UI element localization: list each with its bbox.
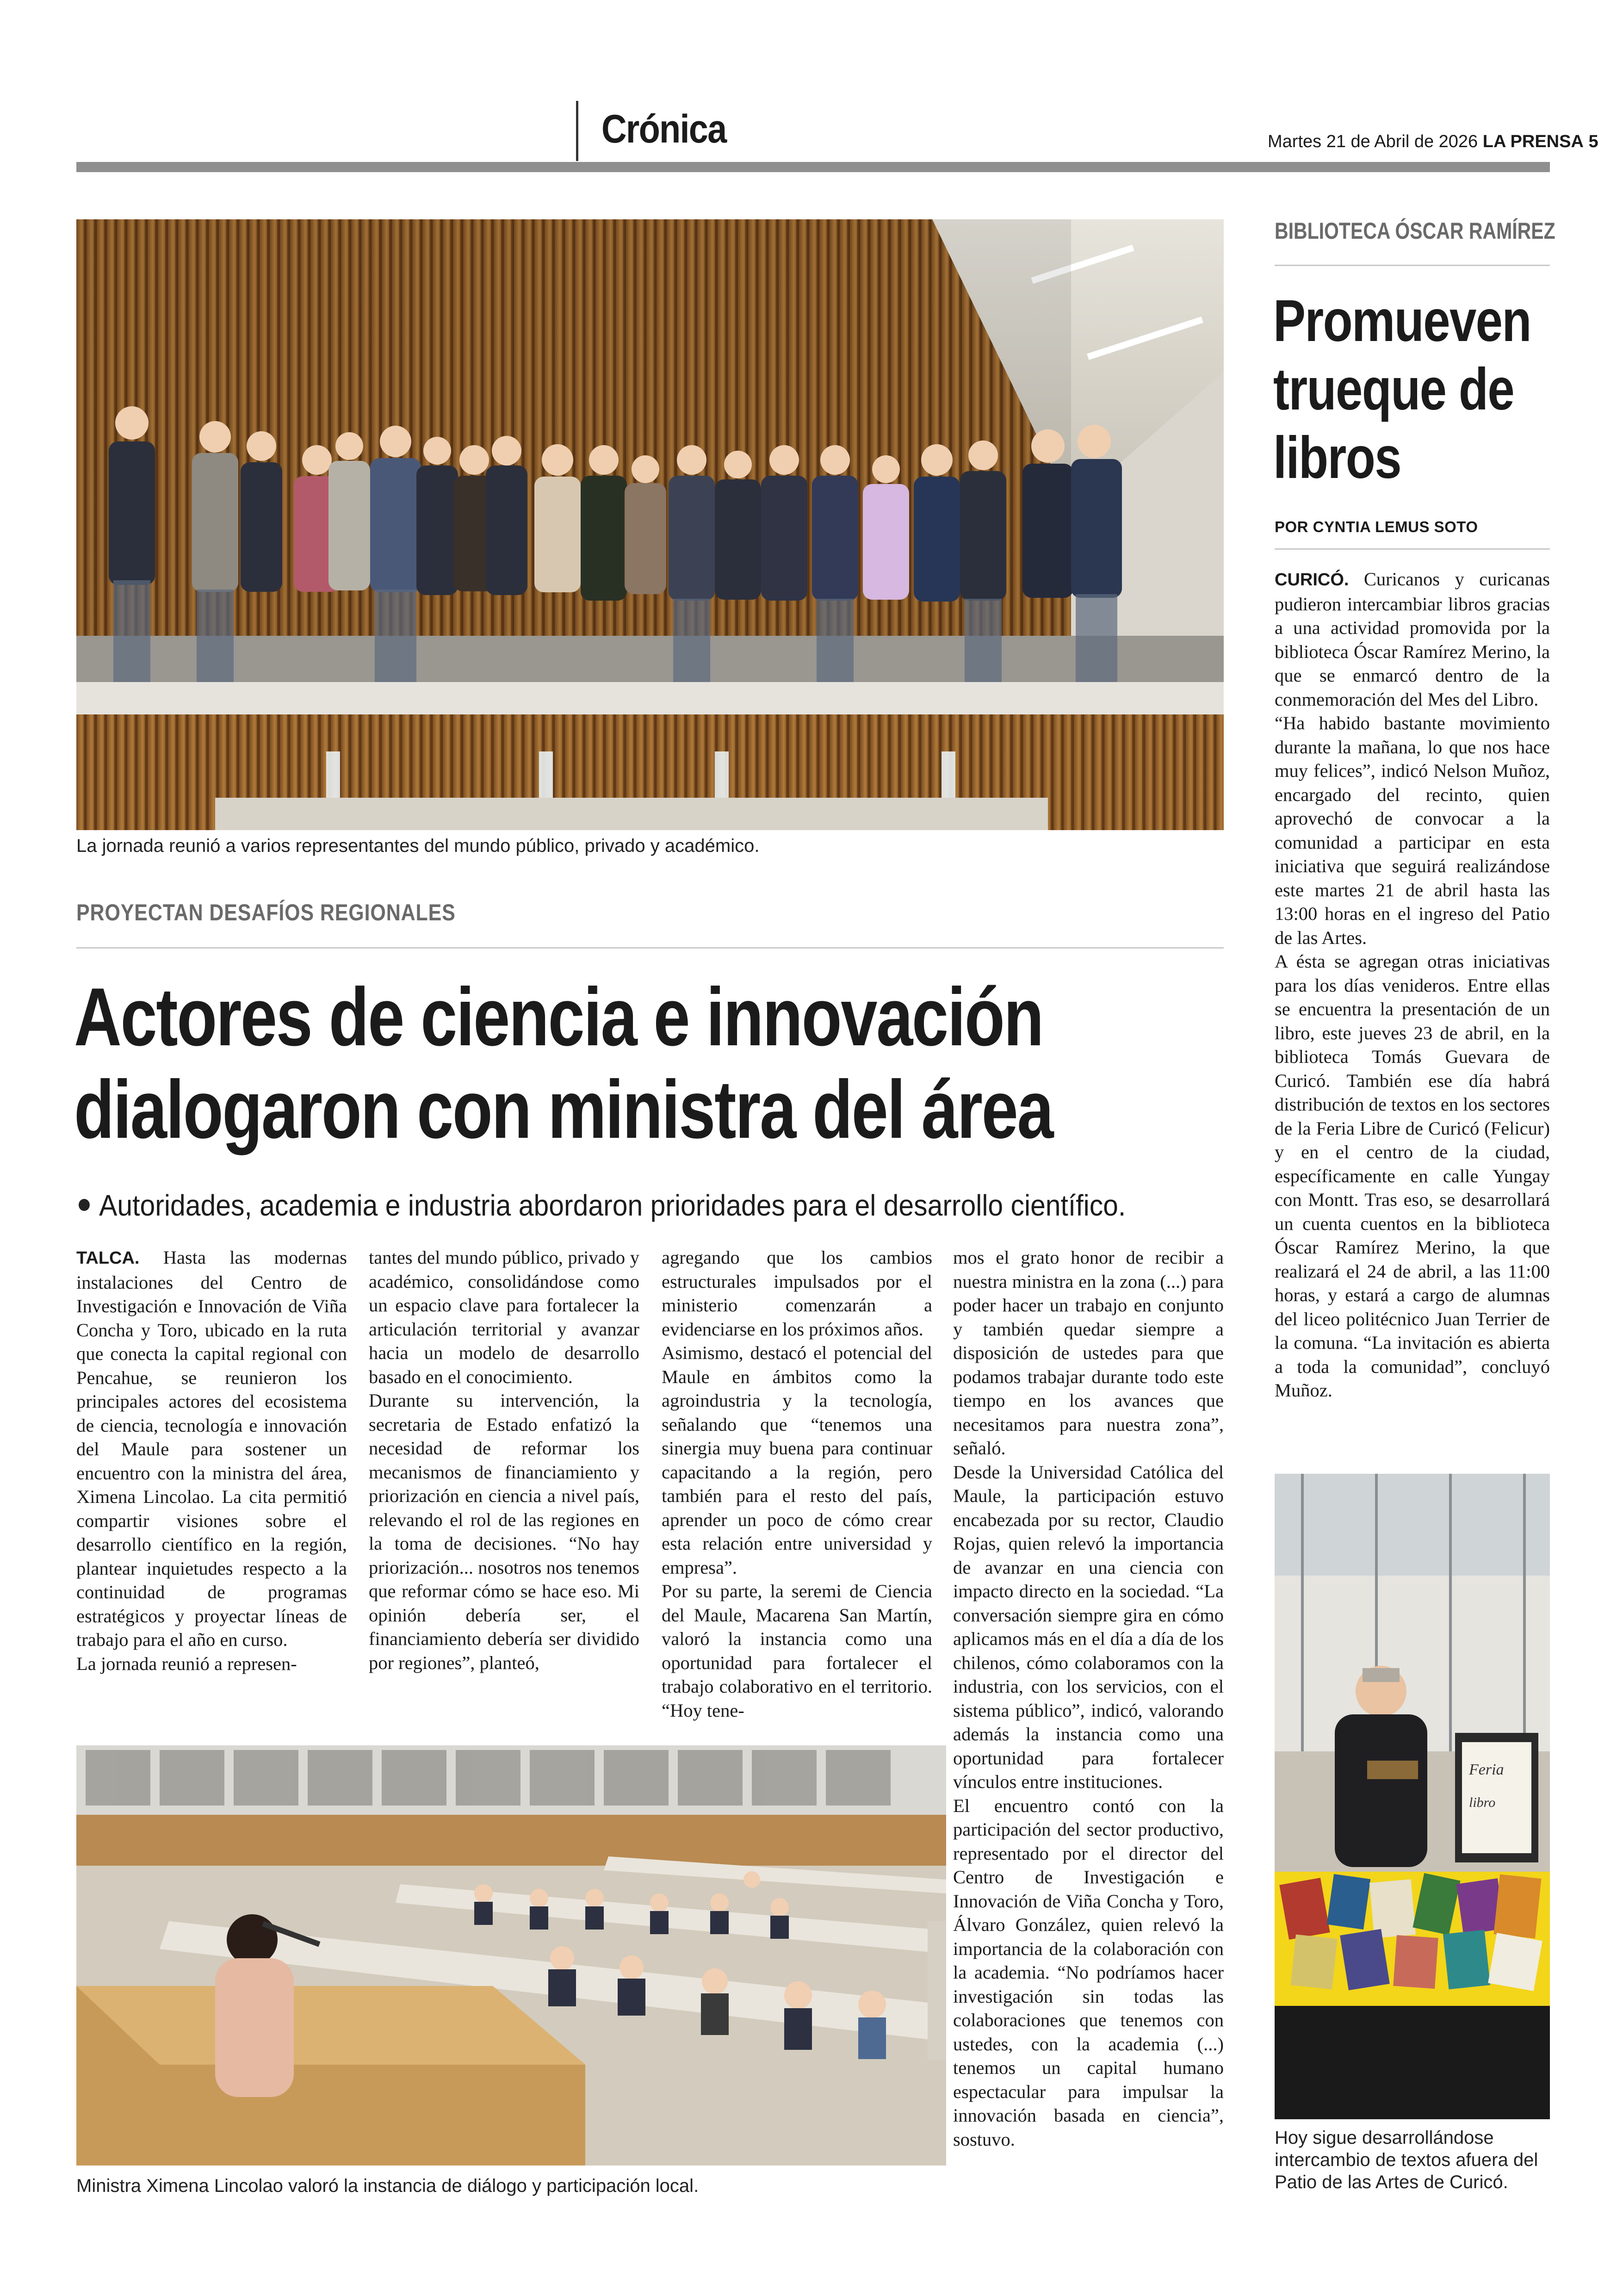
article-column-3 [662, 1246, 932, 1722]
column-3-paragraph-3: Por su parte, la seremi de Ciencia del Maule, Macarena San Martín, valoró la instancia como una oportunidad para fortalecer el trabajo colaborativo en el territorio. “Hoy tene- [662, 1581, 932, 1721]
side-kicker-rule [1275, 265, 1550, 266]
group-photo-caption: La jornada reunió a varios representantes del mundo público, privado y académico. [76, 836, 760, 856]
book-exchange-photo [1275, 1474, 1550, 2119]
svg-text:Feria: Feria [1469, 1761, 1504, 1778]
newspaper-name: LA PRENSA [1482, 132, 1584, 151]
section-title: Crónica [601, 107, 726, 151]
side-title-line-1: Promueven [1273, 288, 1531, 354]
book-exchange-caption: Hoy sigue desarrollándose intercambio de textos afuera del Patio de las Artes de Curicó. [1275, 2128, 1538, 2192]
side-article-body [1275, 567, 1550, 1402]
main-dateline: TALCA. [76, 1248, 140, 1268]
header-bar [76, 162, 1550, 172]
book-exchange-photo-image [1275, 1474, 1550, 2119]
side-byline: POR CYNTIA LEMUS SOTO [1275, 518, 1478, 535]
column-4-paragraph-1: mos el grato honor de recibir a nuestra ministra en la zona (...) para poder hacer un trabajo en conjunto y también quedar siempre a disposición de ustedes para que podamos trabajar durante todo este tiempo en los avances que necesitamos para nuestra zona”, señaló. [953, 1247, 1224, 1458]
bullet-icon [79, 1199, 90, 1211]
header-date-line [1268, 132, 1598, 152]
column-2-paragraph-1: tantes del mundo público, privado y académico, consolidándose como un espacio clave para fortalecer la articulación territorial y avanzar hacia un modelo de desarrollo basado en el conocimiento. [369, 1247, 639, 1387]
header-divider [576, 101, 578, 161]
article-column-2 [369, 1246, 639, 1675]
side-paragraph-1: Curicanos y curicanas pudieron intercambiar libros gracias a una actividad promovida por la biblioteca Óscar Ramírez Merino, la que se enmarcó dentro de la conmemoración del Mes del Libro. [1275, 569, 1550, 710]
column-3-paragraph-1: agregando que los cambios estructurales impulsados por el ministerio comenzarán a evidenciarse en los próximos años. [662, 1247, 932, 1340]
issue-date: Martes 21 de Abril de 2026 [1268, 132, 1478, 151]
group-photo-image [76, 219, 1224, 830]
group-photo [76, 219, 1224, 830]
side-kicker: BIBLIOTECA ÓSCAR RAMÍREZ [1275, 218, 1555, 244]
side-paragraph-3: A ésta se agregan otras iniciativas para los días venideros. Entre ellas se encuentra la presentación de un libro, este jueves 23 de abril, en la biblioteca Tomás Guevara de Curicó. También ese día habrá distribución de textos en los sectores de la Feria Libre de Curicó (Felicur) y en el centro de la ciudad, específicamente en calle Yungay con Montt. Tras eso, se desarrollará un cuenta cuentos en la biblioteca Óscar Ramírez Merino, la que realizará el 24 de abril, a las 11:00 horas, y estará a cargo de alumnas del liceo politécnico Juan Terrier de la comuna. “La invitación es abierta a toda la comunidad”, concluyó Muñoz. [1275, 951, 1550, 1401]
side-dateline: CURICÓ. [1275, 570, 1349, 590]
side-byline-rule [1275, 548, 1550, 550]
meeting-photo [76, 1745, 946, 2166]
kicker-rule [76, 947, 1224, 949]
side-title [1273, 287, 1546, 492]
main-headline-line-2: dialogaron con ministra del área [74, 1063, 1053, 1155]
column-1-paragraph-2: La jornada reunió a represen- [76, 1653, 297, 1674]
main-dek-text: Autoridades, academia e industria abordaron prioridades para el desarrollo científico. [99, 1189, 1126, 1222]
column-2-paragraph-2: Durante su intervención, la secretaria de Estado enfatizó la necesidad de reformar los mecanismos de financiamiento y priorización en ciencia a nivel país, relevando el rol de las regiones en la toma de decisiones. “No hay priorización... nosotros nos tenemos que reformar cómo se hace eso. Mi opinión debería ser, el financiamiento debería ser dividido por regiones”, planteó, [369, 1390, 639, 1673]
meeting-photo-caption: Ministra Ximena Lincolao valoró la instancia de diálogo y participación local. [76, 2176, 699, 2196]
svg-text:libro: libro [1469, 1795, 1496, 1810]
article-column-4 [953, 1246, 1224, 2151]
side-title-line-2: trueque de [1273, 356, 1514, 422]
main-headline-line-1: Actores de ciencia e innovación [74, 971, 1043, 1063]
column-4-paragraph-3: El encuentro contó con la participación del sector productivo, representado por el director del Centro de Investigación e Innovación de Viña Concha y Toro, Álvaro González, quien relevó la importancia de la colaboración con la academia. “No podríamos hacer investigación sin todas las colaboraciones que tenemos con ustedes, con la academia (...) tenemos un capital humano espectacular para impulsar la innovación basada en ciencia”, sostuvo. [953, 1795, 1224, 2150]
column-1-paragraph-1: Hasta las modernas instalaciones del Centro de Investigación e Innovación de Viña Concha y Toro, ubicado en la ruta que conecta la capital regional con Pencahue, se reunieron los principales actores del ecosistema de ciencia, tecnología e innovación del Maule para sostener un encuentro con la ministra del área, Ximena Lincolao. La cita permitió compartir visiones sobre el desarrollo científico en la región, plantear inquietudes respecto a la continuidad de programas estratégicos y proyectar líneas de trabajo para el año en curso. [76, 1247, 347, 1650]
column-3-paragraph-2: Asimismo, destacó el potencial del Maule en ámbitos como la agroindustria y la tecnología, señalando que “tenemos una sinergia muy buena para continuar capacitando a la región, pero también para el resto del país, aprender un poco de cómo crear esta relación entre universidad y empresa”. [662, 1342, 932, 1578]
column-4-paragraph-2: Desde la Universidad Católica del Maule, la participación estuvo encabezada por su rector, Claudio Rojas, quien relevó la importancia de avanzar en una ciencia con impacto directo en la sociedad. “La conversación siempre gira en cómo aplicamos más en el día a día de los chilenos, cómo colaboramos con la industria, con los servicios, con el sistema público”, indicó, valorando además la instancia como una oportunidad para fortalecer vínculos entre instituciones. [953, 1461, 1224, 1792]
main-dek [79, 1188, 1126, 1222]
side-paragraph-2: “Ha habido bastante movimiento durante la mañana, lo que nos hace muy felices”, indicó Nelson Muñoz, encargado del recinto, quien aprovechó de convocar a la comunidad a participar en esta iniciativa que seguirá realizándose este martes 21 de abril hasta las 13:00 horas en el ingreso del Patio de las Artes. [1275, 713, 1550, 948]
meeting-photo-image [76, 1745, 946, 2166]
article-column-1 [76, 1246, 347, 1675]
page-number: 5 [1588, 132, 1598, 151]
main-kicker: PROYECTAN DESAFÍOS REGIONALES [76, 900, 456, 925]
side-title-line-3: libros [1273, 425, 1401, 491]
